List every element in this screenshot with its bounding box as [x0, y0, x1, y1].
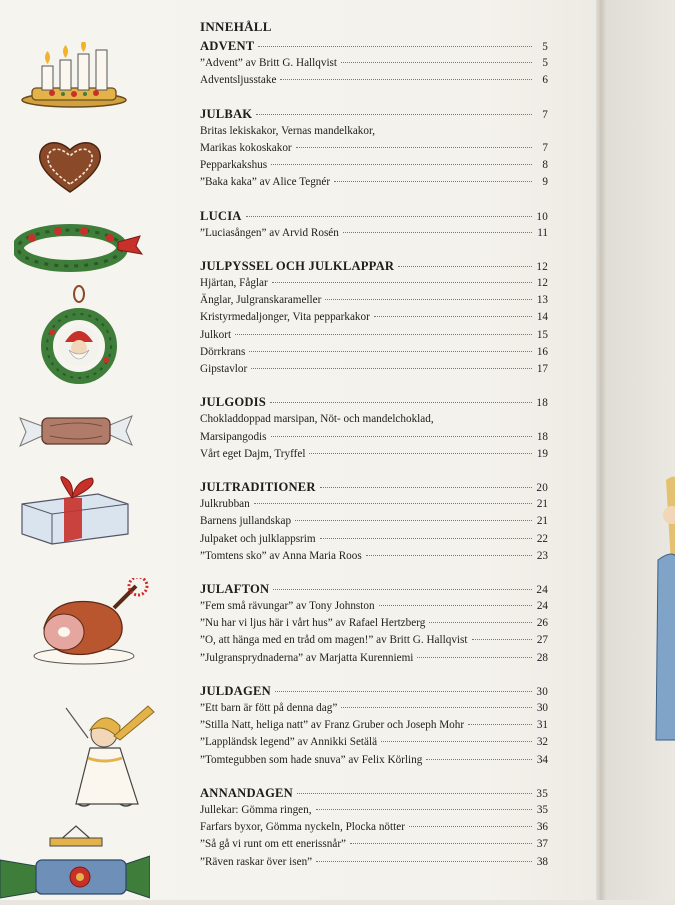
toc-entry	[200, 598, 548, 615]
toc-entry-text: ”Tomtens sko” av Anna Maria Roos	[200, 549, 362, 562]
table-of-contents	[200, 16, 548, 887]
toc-page-number: 28	[536, 651, 548, 664]
toc-page-number: 35	[536, 787, 548, 800]
toc-entry	[200, 615, 548, 632]
toc-leader-dots	[235, 334, 532, 335]
toc-page-number: 23	[536, 549, 548, 562]
toc-entry-text: Jullekar: Gömma ringen,	[200, 803, 312, 816]
christmas-ham-icon	[30, 578, 154, 670]
book-gutter	[596, 0, 606, 900]
toc-entry-text: Änglar, Julgranskarameller	[200, 294, 322, 307]
toc-page-number: 7	[542, 108, 548, 121]
gingerbread-heart-icon	[36, 138, 104, 196]
toc-entry-text: ”Ett barn är fött på denna dag”	[200, 702, 338, 714]
toc-leader-dots	[280, 79, 532, 80]
toc-leader-dots	[417, 657, 532, 658]
toc-entry-text: ”Baka kaka” av Alice Tegnér	[200, 176, 331, 189]
toc-entry-text: Kristyrmedaljonger, Vita pepparkakor	[200, 311, 370, 324]
toc-entry-text: ”Så gå vi runt om ett enerissnår”	[200, 838, 347, 851]
toc-entry-text: ”Räven raskar över isen”	[200, 855, 313, 868]
toc-heading-text: JULBAK	[200, 106, 253, 121]
toc-page-number: 38	[536, 855, 548, 868]
toc-page-number: 12	[536, 277, 548, 290]
toc-page-number: 31	[536, 719, 548, 732]
toc-entry	[200, 548, 548, 565]
partial-figure-illustration	[606, 0, 675, 900]
toc-entry-text: Marsipangodis	[200, 430, 267, 443]
toc-entry	[200, 819, 548, 836]
toc-page-number: 16	[536, 345, 548, 358]
book-page-right	[606, 0, 675, 900]
toc-entry	[200, 123, 548, 140]
toc-entry	[200, 309, 548, 326]
toc-entry	[200, 446, 548, 463]
toc-entry-text: Julpaket och julklappsrim	[200, 532, 316, 545]
toc-entry	[200, 650, 548, 667]
toc-section-heading	[200, 581, 548, 598]
toc-entry	[200, 55, 548, 72]
toc-leader-dots	[295, 520, 532, 521]
toc-leader-dots	[256, 114, 532, 115]
toc-page-number: 13	[536, 294, 548, 307]
toc-leader-dots	[366, 555, 532, 556]
gift-package-icon	[16, 474, 132, 546]
toc-section	[200, 394, 548, 463]
toc-page-number: 7	[542, 141, 548, 154]
toc-leader-dots	[320, 538, 532, 539]
toc-entry	[200, 496, 548, 513]
toc-entry-text: Chokladdoppad marsipan, Nöt- och mandelchoklad,	[200, 413, 434, 426]
toc-section	[200, 38, 548, 90]
toc-entry	[200, 429, 548, 446]
toc-page-number: 26	[536, 617, 548, 630]
toc-leader-dots	[381, 741, 532, 742]
toc-section-heading	[200, 258, 548, 275]
toc-leader-dots	[343, 232, 532, 233]
toc-section	[200, 785, 548, 871]
toc-section-heading	[200, 479, 548, 496]
toc-entry-text: ”Lappländsk legend” av Annikki Setälä	[200, 736, 378, 749]
toc-page-number: 12	[536, 260, 548, 273]
toc-entry-text: ”Luciasången” av Arvid Rosén	[200, 226, 339, 239]
toc-page-number: 5	[542, 41, 548, 53]
toc-entry-text: Farfars byxor, Gömma nyckeln, Plocka nötter	[200, 821, 405, 834]
toc-page-number: 6	[542, 74, 548, 87]
toc-entry-text: Adventsljusstake	[200, 74, 277, 87]
toc-leader-dots	[374, 316, 532, 317]
toc-leader-dots	[272, 282, 532, 283]
toc-leader-dots	[472, 639, 533, 640]
toc-page-number: 5	[542, 57, 548, 70]
toc-page-number: 20	[536, 481, 548, 494]
toc-page-number: 22	[536, 532, 548, 545]
toc-leader-dots	[254, 503, 532, 504]
toc-page-number: 36	[536, 821, 548, 834]
toc-section-heading	[200, 394, 548, 411]
toc-leader-dots	[341, 62, 532, 63]
toc-sections	[200, 38, 548, 871]
toc-section	[200, 258, 548, 378]
toc-entry-text: ”Advent” av Britt G. Hallqvist	[200, 57, 338, 70]
toc-entry-text: ”Nu har vi ljus här i vårt hus” av Rafael Hertzberg	[200, 617, 426, 630]
toc-leader-dots	[325, 299, 532, 300]
toc-page-number: 27	[536, 634, 548, 647]
toc-page-number: 21	[536, 515, 548, 528]
toc-entry	[200, 513, 548, 530]
toc-heading-text: ANNANDAGEN	[200, 785, 293, 800]
toc-leader-dots	[316, 861, 532, 862]
toc-heading-text: JULAFTON	[200, 581, 270, 596]
toc-leader-dots	[249, 351, 532, 352]
toc-entry	[200, 157, 548, 174]
candy-wrapper-icon	[18, 404, 134, 456]
toc-leader-dots	[309, 453, 532, 454]
toc-section-heading	[200, 683, 548, 700]
toc-section-heading	[200, 38, 548, 55]
christmas-cracker-icon	[0, 824, 150, 900]
toc-heading-text: JULPYSSEL OCH JULKLAPPAR	[200, 258, 395, 273]
toc-leader-dots	[258, 46, 532, 47]
toc-page-number: 9	[542, 176, 548, 189]
toc-entry	[200, 275, 548, 292]
toc-leader-dots	[334, 181, 532, 182]
toc-entry	[200, 734, 548, 751]
toc-entry-text: Barnens jullandskap	[200, 515, 292, 528]
toc-entry-text: ”Stilla Natt, heliga natt” av Franz Gruber och Joseph Mohr	[200, 719, 465, 732]
advent-candles-icon	[18, 42, 130, 114]
toc-leader-dots	[426, 759, 532, 760]
toc-page-number: 15	[536, 328, 548, 341]
toc-leader-dots	[297, 793, 532, 794]
toc-page-number: 30	[536, 685, 548, 698]
toc-heading-text: LUCIA	[200, 208, 242, 223]
toc-section	[200, 683, 548, 769]
toc-entry	[200, 72, 548, 89]
toc-page-number: 11	[537, 226, 548, 239]
toc-page-number: 21	[536, 498, 548, 511]
toc-title: INNEHÅLL	[200, 19, 272, 34]
toc-entry	[200, 344, 548, 361]
toc-entry	[200, 752, 548, 769]
toc-heading-text: ADVENT	[200, 39, 255, 53]
toc-entry	[200, 411, 548, 428]
toc-entry-text: ”O, att hänga med en tråd om magen!” av Britt G. Hallqvist	[200, 634, 468, 647]
toc-page-number: 19	[536, 447, 548, 460]
toc-page-number: 14	[536, 311, 548, 324]
toc-heading-text: JULDAGEN	[200, 683, 271, 698]
toc-leader-dots	[398, 266, 532, 267]
toc-section-heading	[200, 208, 548, 225]
toc-section-heading	[200, 785, 548, 802]
toc-leader-dots	[273, 589, 532, 590]
toc-entry	[200, 174, 548, 191]
santa-wreath-ornament-icon	[38, 284, 120, 388]
toc-leader-dots	[296, 147, 532, 148]
toc-heading-text: JULTRADITIONER	[200, 479, 316, 494]
toc-entry-text: ”Fem små rävungar” av Tony Johnston	[200, 600, 375, 613]
toc-leader-dots	[341, 707, 532, 708]
toc-entry	[200, 802, 548, 819]
toc-entry-text: Julkort	[200, 328, 232, 341]
toc-page-number: 37	[536, 838, 548, 851]
toc-page-number: 30	[536, 702, 548, 714]
trumpet-angel-icon	[58, 694, 158, 810]
toc-page-number: 18	[536, 430, 548, 443]
toc-entry	[200, 700, 548, 717]
toc-entry	[200, 531, 548, 548]
toc-page-number: 34	[536, 753, 548, 766]
toc-leader-dots	[429, 622, 532, 623]
toc-section-heading	[200, 106, 548, 123]
toc-entry-text: Britas lekiskakor, Vernas mandelkakor,	[200, 124, 376, 137]
toc-page-number: 24	[536, 600, 548, 613]
toc-entry-text: Hjärtan, Fåglar	[200, 277, 268, 290]
toc-page-number: 8	[542, 159, 548, 172]
toc-page-number: 10	[536, 210, 548, 223]
toc-leader-dots	[271, 436, 533, 437]
toc-section	[200, 106, 548, 192]
toc-page-number: 24	[536, 583, 548, 596]
toc-leader-dots	[246, 216, 532, 217]
toc-entry-text: Dörrkrans	[200, 345, 246, 358]
toc-leader-dots	[316, 809, 532, 810]
toc-entry	[200, 225, 548, 242]
toc-entry-text: Gipstavlor	[200, 363, 248, 375]
toc-leader-dots	[251, 368, 532, 369]
toc-page-number: 17	[536, 363, 548, 375]
toc-leader-dots	[320, 487, 532, 488]
toc-entry	[200, 854, 548, 871]
toc-entry	[200, 361, 548, 378]
toc-entry	[200, 327, 548, 344]
toc-entry	[200, 632, 548, 649]
toc-leader-dots	[379, 605, 532, 606]
toc-entry	[200, 140, 548, 157]
toc-page-number: 35	[536, 803, 548, 816]
toc-leader-dots	[350, 843, 532, 844]
toc-leader-dots	[409, 826, 532, 827]
toc-leader-dots	[468, 724, 532, 725]
toc-entry	[200, 292, 548, 309]
toc-entry-text: Pepparkakshus	[200, 159, 268, 172]
toc-section	[200, 479, 548, 565]
toc-entry-text: ”Julgransprydnaderna” av Marjatta Kurenniemi	[200, 651, 414, 664]
toc-entry-text: Julkrubban	[200, 498, 250, 511]
toc-entry-text: Vårt eget Dajm, Tryffel	[200, 447, 306, 460]
toc-section	[200, 581, 548, 667]
toc-entry	[200, 717, 548, 734]
toc-leader-dots	[275, 691, 532, 692]
toc-leader-dots	[271, 164, 532, 165]
toc-page-number: 32	[536, 736, 548, 749]
toc-entry-text: Marikas kokoskakor	[200, 141, 292, 154]
toc-heading-text: JULGODIS	[200, 395, 266, 410]
toc-leader-dots	[270, 402, 532, 403]
toc-page-number: 18	[536, 397, 548, 410]
toc-entry	[200, 836, 548, 853]
lucia-wreath-icon	[14, 218, 144, 274]
toc-section	[200, 208, 548, 242]
toc-entry-text: ”Tomtegubben som hade snuva” av Felix Körling	[200, 753, 423, 766]
